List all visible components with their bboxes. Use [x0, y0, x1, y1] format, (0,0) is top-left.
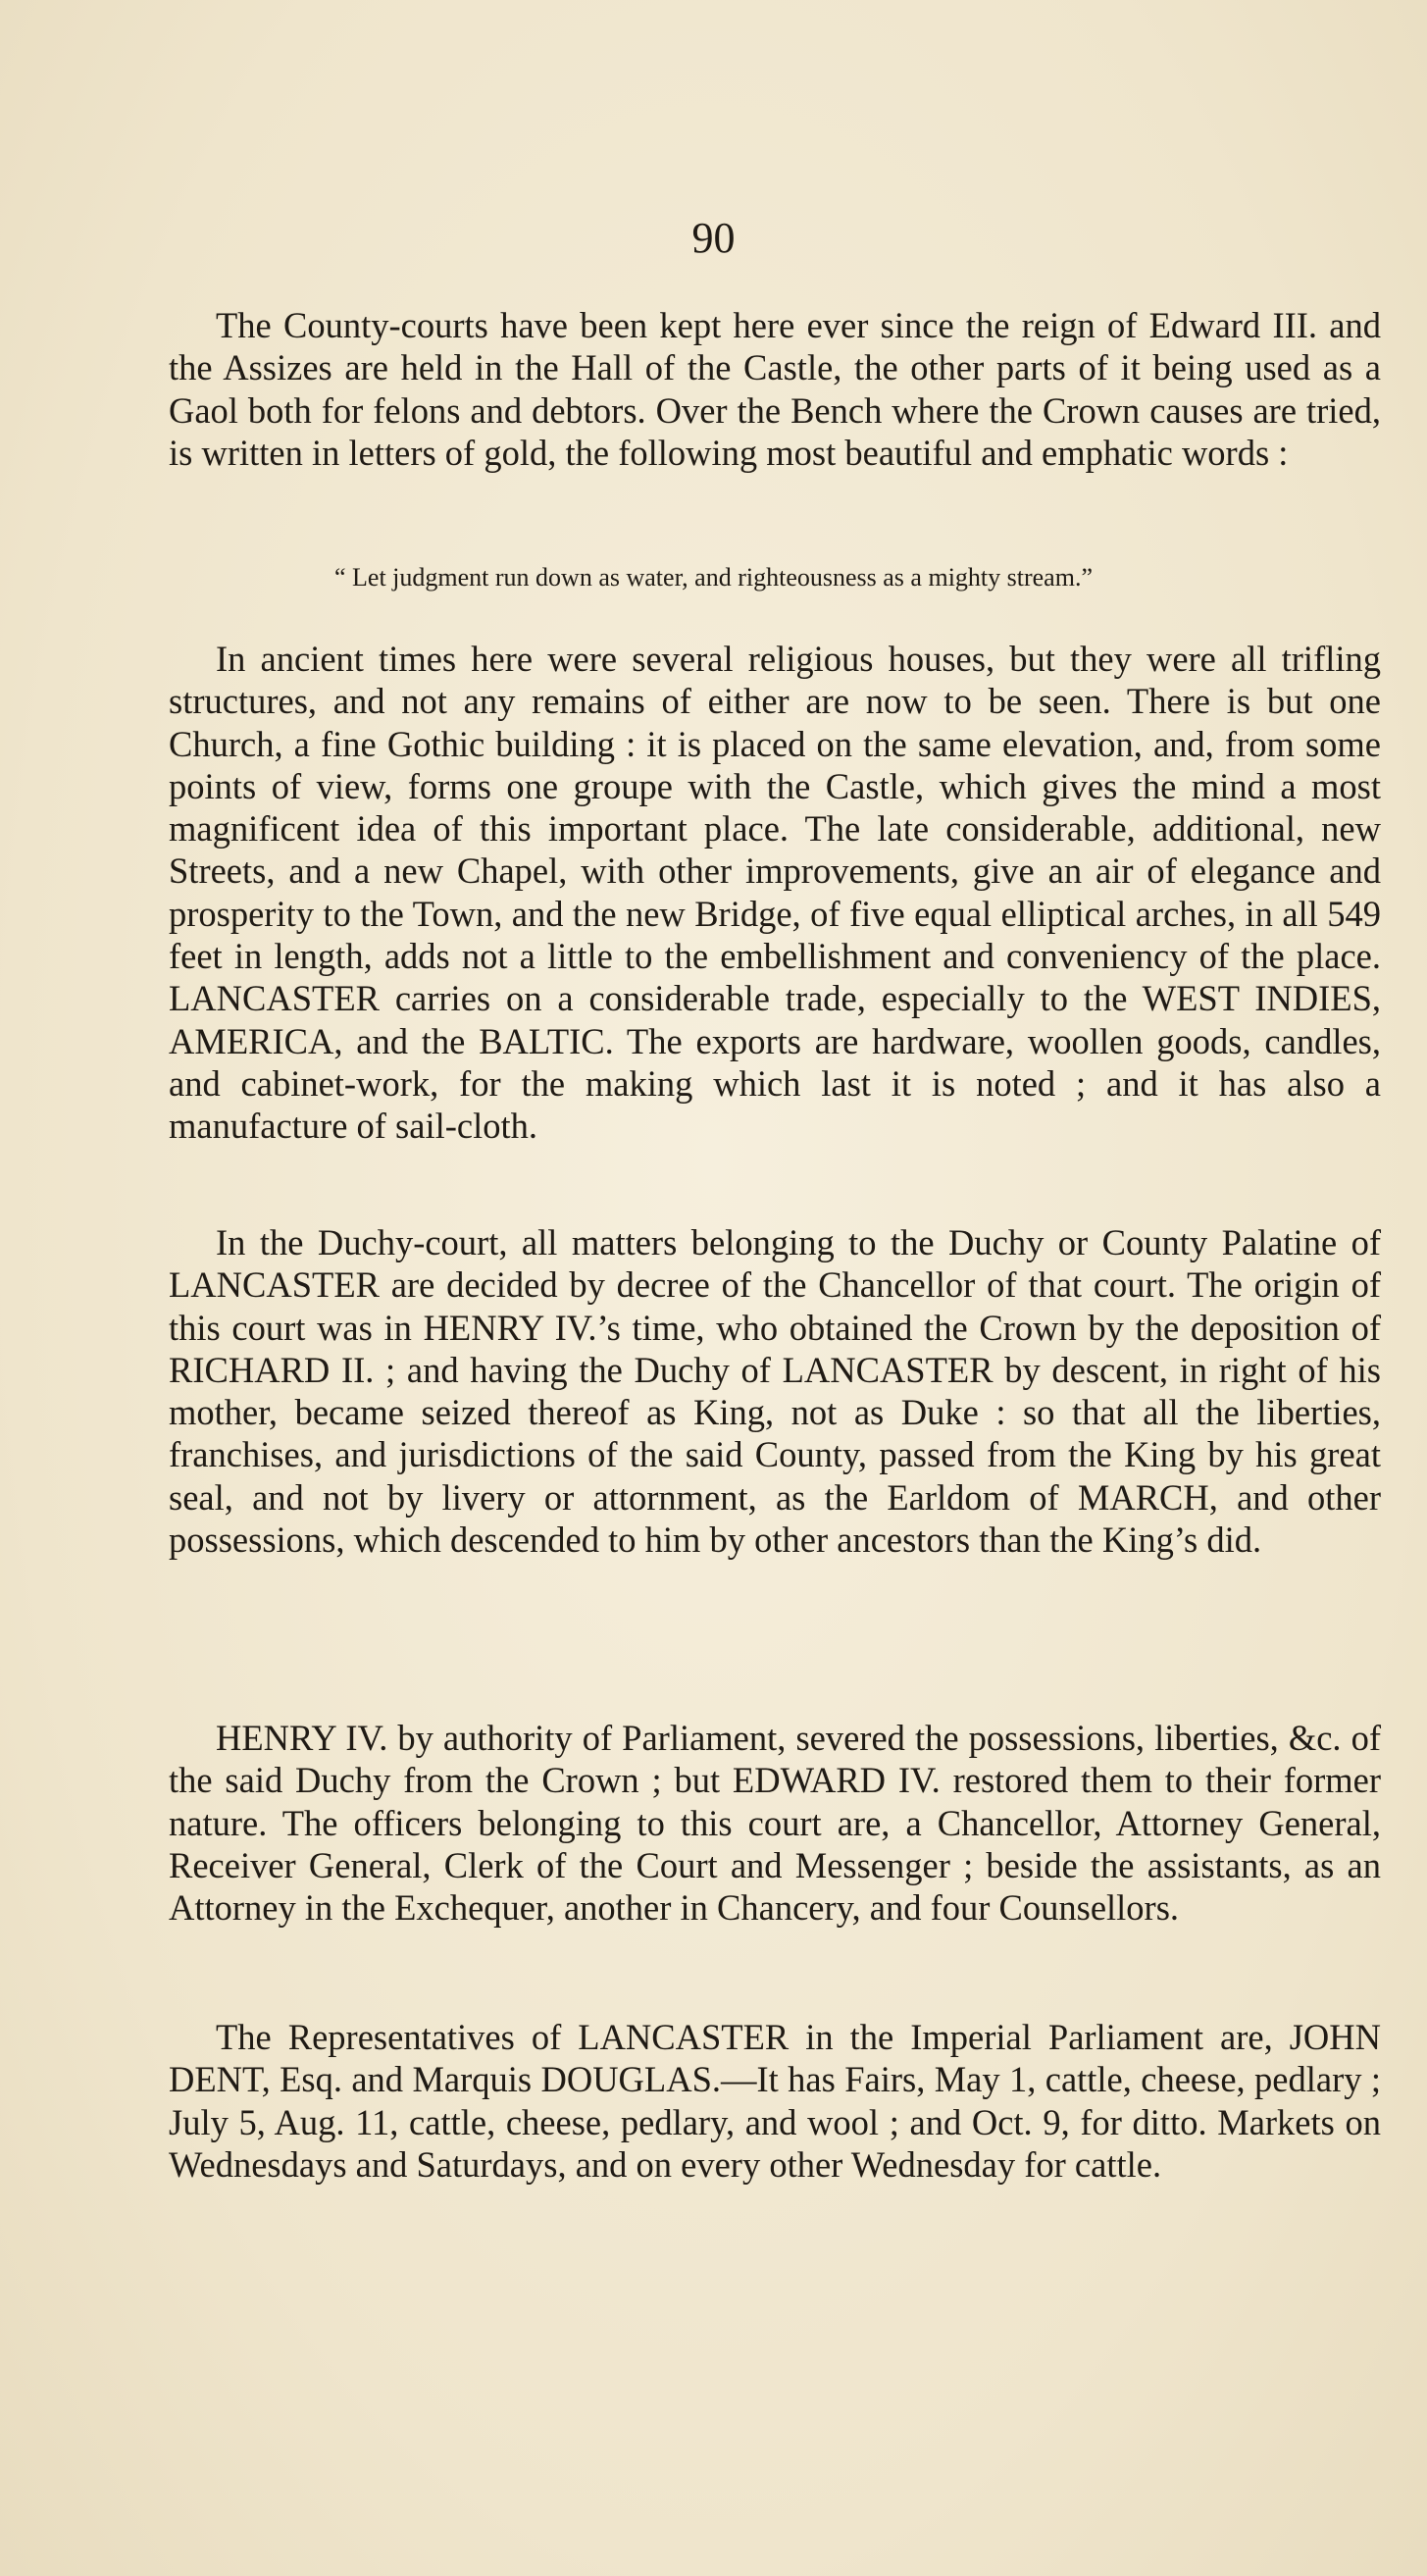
paragraph-text: HENRY IV. by authority of Parliament, severed the possessions, liberties, &c. of the said Duchy from the Crown ; but EDWARD IV. restored them to their former nature. The officers belonging to this court are, a Chancellor, Attorney General, Receiver General, Clerk of the Court and Messenger ; beside the assistants, as an Attorney in the Exchequer, another in Chancery, and four Counsellors. [169, 1718, 1381, 1929]
inscription-quote: “ Let judgment run down as water, and righteousness as a mighty stream.” [334, 563, 1093, 592]
paragraph-representatives [169, 2016, 1381, 2186]
paragraph-text: The County-courts have been kept here ever since the reign of Edward III. and the Assizes are held in the Hall of the Castle, the other parts of it being used as a Gaol both for felons and debtors. Over the Bench where the Crown causes are tried, is written in letters of gold, the following most beautiful and emphatic words : [169, 305, 1381, 473]
paragraph-county-courts [169, 304, 1381, 474]
page-number: 90 [691, 214, 736, 262]
paragraph-religious-houses [169, 638, 1381, 1148]
paragraph-henry-iv [169, 1717, 1381, 1929]
paragraph-text: The Representatives of LANCASTER in the Imperial Parliament are, JOHN DENT, Esq. and Marquis DOUGLAS.—It has Fairs, May 1, cattle, cheese, pedlary ; July 5, Aug. 11, cattle, cheese, pedlary, and wool ; and Oct. 9, for ditto. Markets on Wednesdays and Saturdays, and on every other Wednesday for cattle. [169, 2017, 1381, 2185]
paragraph-text: In ancient times here were several religious houses, but they were all trifling structures, and not any remains of either are now to be seen. There is but one Church, a fine Gothic building : it is placed on the same elevation, and, from some points of view, forms one groupe with the Castle, which gives the mind a most magnificent idea of this important place. The late considerable, additional, new Streets, and a new Chapel, with other improvements, give an air of elegance and prosperity to the Town, and the new Bridge, of five equal elliptical arches, in all 549 feet in length, adds not a little to the embellishment and conveniency of the place. LANCASTER carries on a considerable trade, especially to the WEST INDIES, AMERICA, and the BALTIC. The exports are hardware, woollen goods, candles, and cabinet-work, for the making which last it is noted ; and it has also a manufacture of sail-cloth. [169, 639, 1381, 1147]
paragraph-text: In the Duchy-court, all matters belonging to the Duchy or County Palatine of LANCASTER are decided by decree of the Chancellor of that court. The origin of this court was in HENRY IV.’s time, who obtained the Crown by the deposition of RICHARD II. ; and having the Duchy of LANCASTER by descent, in right of his mother, became seized thereof as King, not as Duke : so that all the liberties, franchises, and jurisdictions of the said County, passed from the King by his great seal, and not by livery or attornment, as the Earldom of MARCH, and other possessions, which descended to him by other ancestors than the King’s did. [169, 1222, 1381, 1561]
paragraph-duchy-court [169, 1221, 1381, 1561]
